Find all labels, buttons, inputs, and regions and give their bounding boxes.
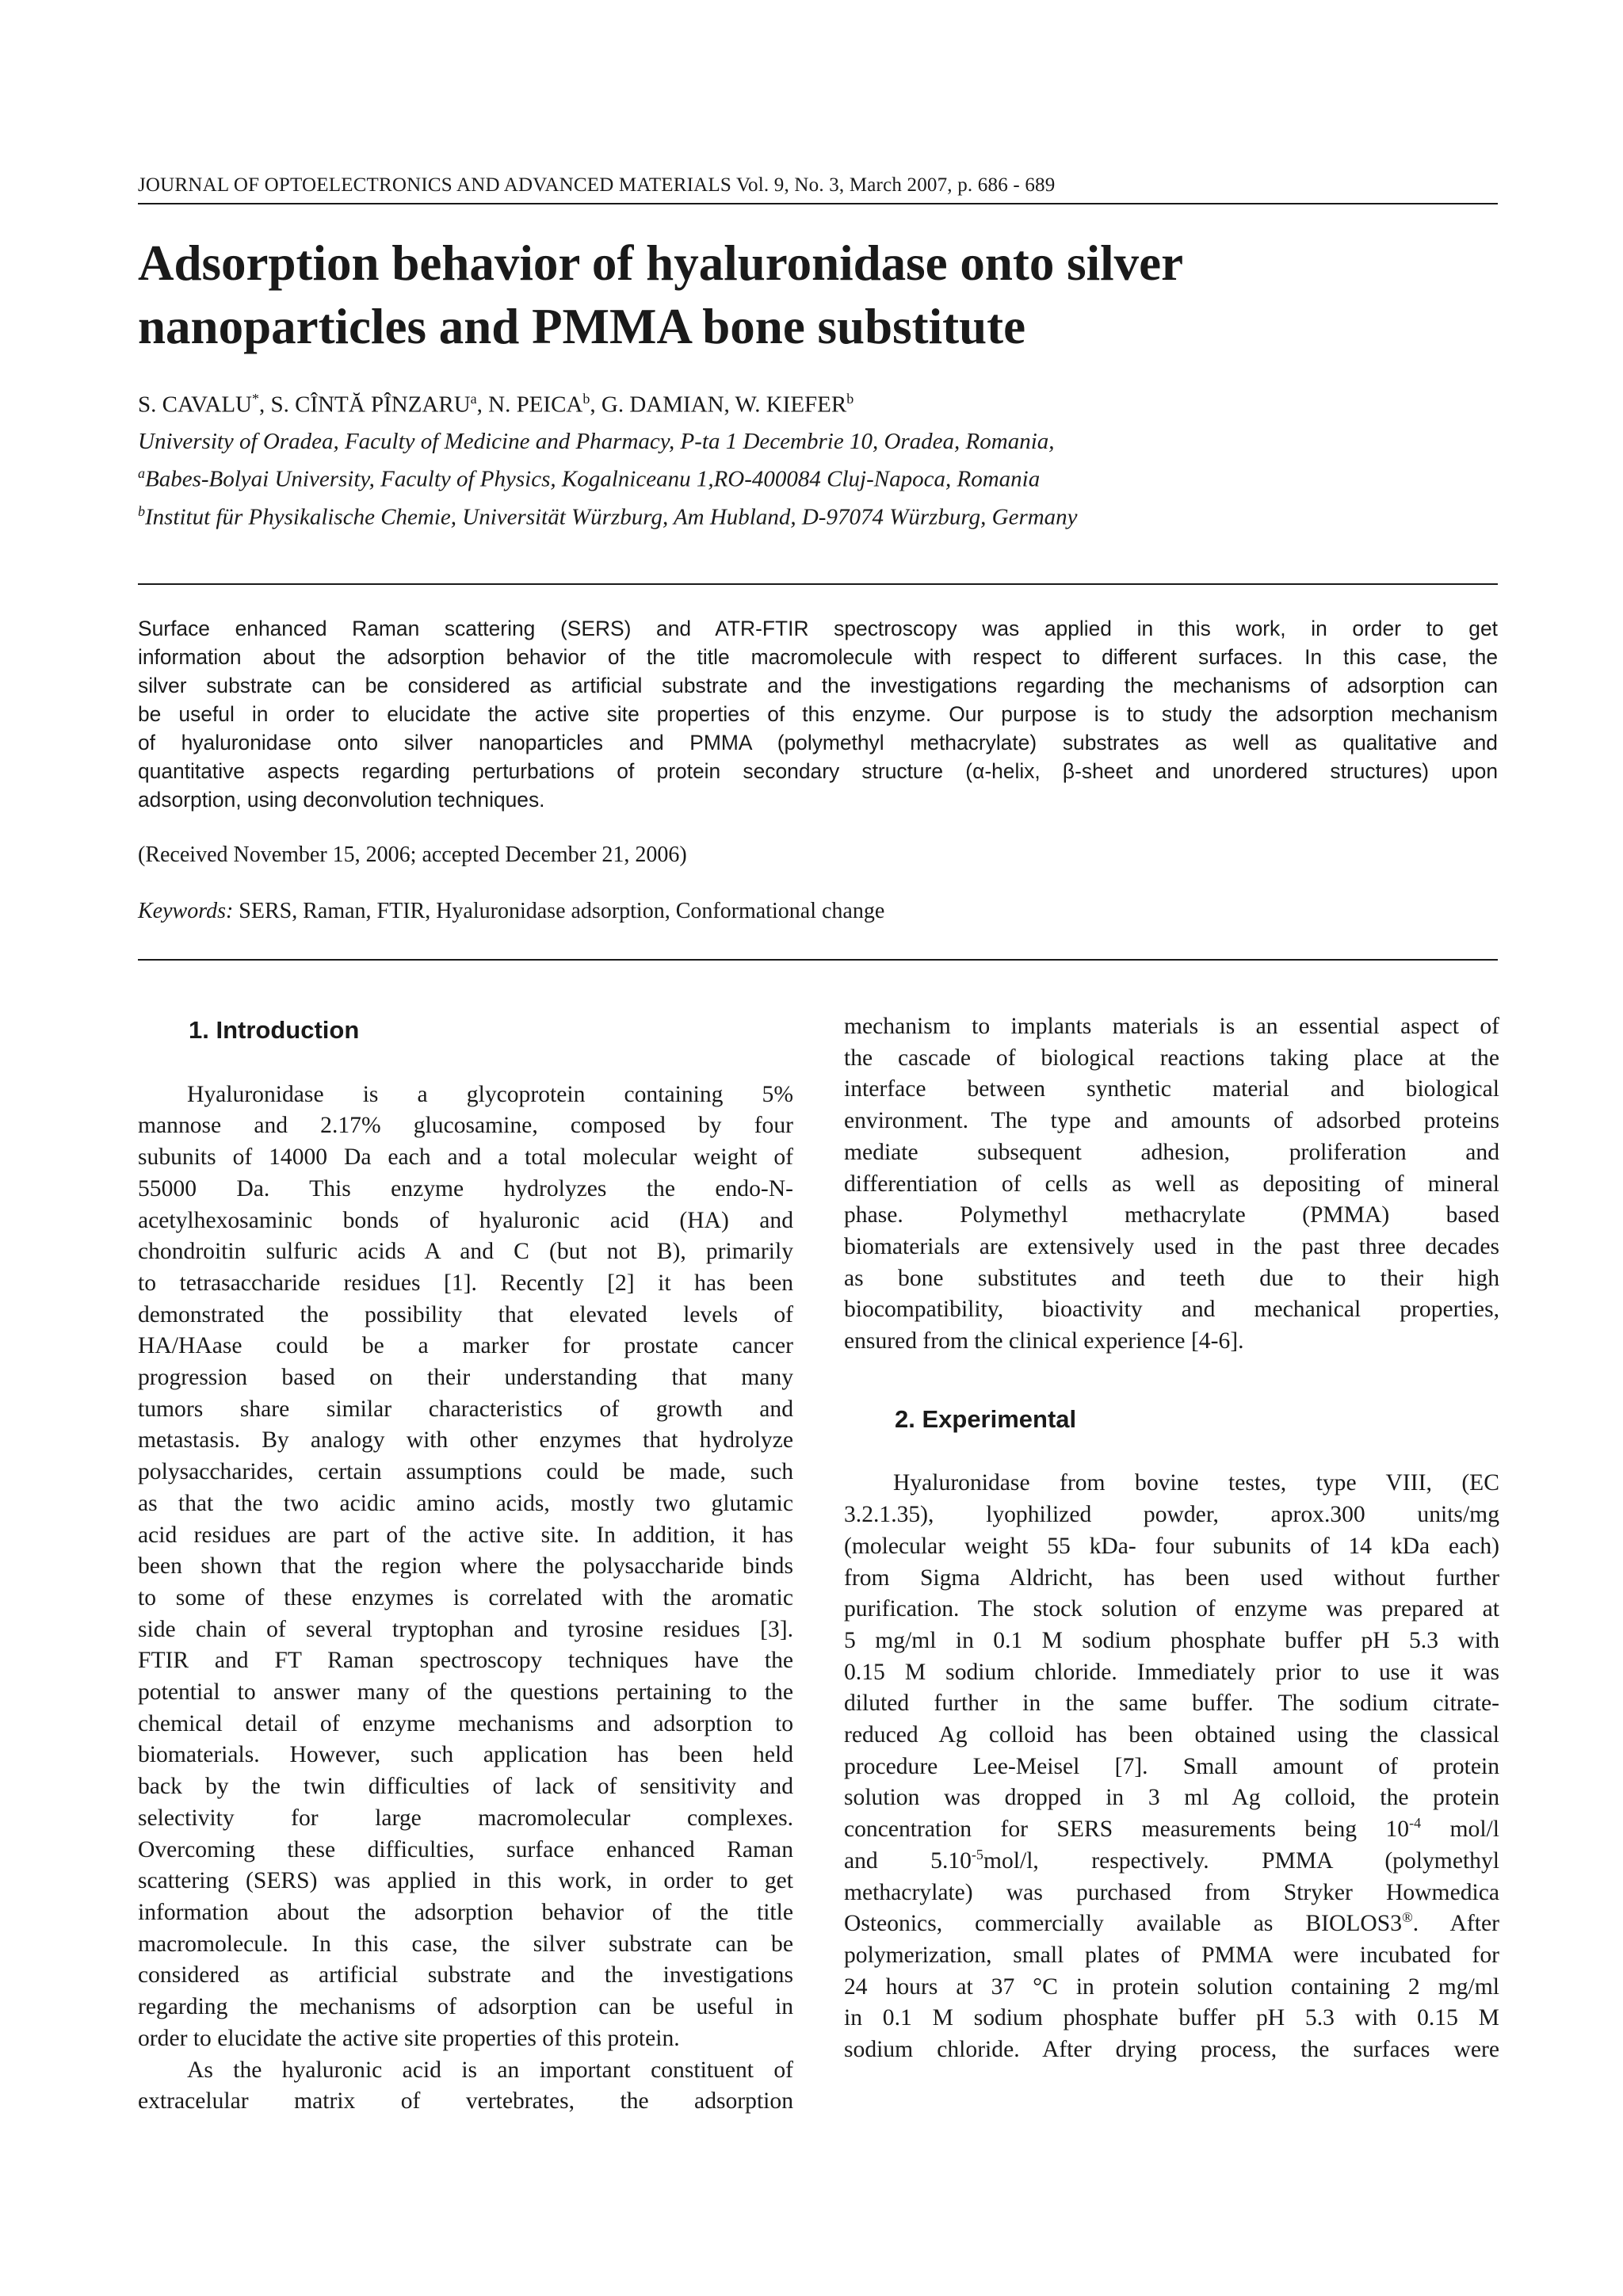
body-line: order to elucidate the active site properties of this protein. (138, 2025, 680, 2051)
author-affil-mark: * (251, 391, 259, 407)
abstract-line: of hyaluronidase onto silver nanoparticles and PMMA (polymethyl methacrylate) substrates as well as qualitative and (138, 731, 1498, 755)
body-line: biomaterials are extensively used in the past three decades (844, 1233, 1499, 1259)
abstract-bottom-rule (138, 959, 1498, 961)
body-line: Hyaluronidase is a glycoprotein containing 5% (187, 1081, 793, 1107)
body-line: been shown that the region where the polysaccharide binds (138, 1553, 793, 1580)
abstract-line: be useful in order to elucidate the active site properties of this enzyme. Our purpose is to study the adsorption mechanism (138, 702, 1498, 726)
body-line: potential to answer many of the questions pertaining to the (138, 1679, 793, 1706)
line-text: . After (1412, 1911, 1499, 1937)
body-line: considered as artificial substrate and the investigations (138, 1962, 793, 1988)
abstract-line: silver substrate can be considered as artificial substrate and the investigations regarding the mechanisms of adsorption can (138, 674, 1498, 697)
body-line: solution was dropped in 3 ml Ag colloid, the protein (844, 1785, 1499, 1811)
body-line: progression based on their understanding that many (138, 1365, 793, 1391)
body-line: 0.15 M sodium chloride. Immediately prior to use it was (844, 1659, 1499, 1685)
body-line: tumors share similar characteristics of growth and (138, 1396, 793, 1422)
body-line: polysaccharides, certain assumptions could be made, such (138, 1459, 793, 1485)
body-line: subunits of 14000 Da each and a total molecular weight of (138, 1144, 793, 1171)
body-line: chemical detail of enzyme mechanisms and adsorption to (138, 1710, 793, 1736)
abstract-line: quantitative aspects regarding perturbations of protein secondary structure (α-helix, β-sheet and unordered structures) upon (138, 759, 1498, 783)
body-line: from Sigma Aldricht, has been used without further (844, 1564, 1499, 1591)
author-affil-mark: b (582, 391, 590, 407)
body-line: 5 mg/ml in 0.1 M sodium phosphate buffer pH 5.3 with (844, 1627, 1499, 1653)
body-line: to tetrasaccharide residues [1]. Recently [2] it has been (138, 1270, 793, 1296)
body-line: 55000 Da. This enzyme hydrolyzes the endo-N- (138, 1175, 793, 1201)
body-line: the cascade of biological reactions taking place at the (844, 1045, 1499, 1071)
line-text: Osteonics, commercially available as BIOLOS3 (844, 1911, 1403, 1937)
body-line: mechanism to implants materials is an essential aspect of (844, 1014, 1499, 1039)
affiliation-line (138, 495, 1078, 533)
journal-header: JOURNAL OF OPTOELECTRONICS AND ADVANCED MATERIALS Vol. 9, No. 3, March 2007, p. 686 - 689 (138, 174, 1056, 196)
body-line (844, 1908, 1499, 1940)
body-line: acid residues are part of the active site. In addition, it has (138, 1522, 793, 1548)
exponent: -5 (971, 1847, 983, 1863)
author-name: , S. CÎNTĂ PÎNZARU (258, 392, 471, 418)
body-line: Hyaluronidase from bovine testes, type VIII, (EC (893, 1470, 1499, 1496)
body-line: side chain of several tryptophan and tyrosine residues [3]. (138, 1616, 793, 1642)
body-line: back by the twin difficulties of lack of sensitivity and (138, 1774, 793, 1800)
affil-mark: a (138, 465, 145, 481)
body-line: biocompatibility, bioactivity and mechanical properties, (844, 1297, 1499, 1323)
left-column (138, 1014, 793, 2118)
body-line: extracelular matrix of vertebrates, the adsorption (138, 2088, 793, 2115)
right-column (844, 1011, 1499, 2066)
author-list (138, 391, 854, 418)
keywords (138, 899, 884, 924)
keywords-text: SERS, Raman, FTIR, Hyaluronidase adsorption, Conformational change (233, 899, 885, 923)
body-line: interface between synthetic material and biological (844, 1076, 1499, 1102)
author-affil-mark: a (470, 391, 477, 407)
keywords-label: Keywords: (138, 899, 234, 923)
section-heading-introduction: 1. Introduction (189, 1016, 360, 1044)
body-line: differentiation of cells as well as depositing of mineral (844, 1171, 1499, 1197)
section-heading-experimental: 2. Experimental (895, 1404, 1077, 1433)
abstract-line: adsorption, using deconvolution techniques. (138, 788, 545, 812)
exponent: -4 (1409, 1815, 1422, 1832)
registered-mark: ® (1402, 1909, 1413, 1926)
body-line: mannose and 2.17% glucosamine, composed by four (138, 1113, 793, 1139)
line-text: mol/l (1421, 1817, 1499, 1843)
title-line-2: nanoparticles and PMMA bone substitute (138, 299, 1026, 354)
affil-text: Babes-Bolyai University, Faculty of Physics, Kogalniceanu 1,RO-400084 Cluj-Napoca, Romania (145, 466, 1041, 492)
body-line: procedure Lee-Meisel [7]. Small amount of protein (844, 1753, 1499, 1779)
author-name: , N. PEICA (476, 392, 583, 418)
body-line: 24 hours at 37 °C in protein solution containing 2 mg/ml (844, 1973, 1499, 2000)
body-line: diluted further in the same buffer. The sodium citrate- (844, 1690, 1499, 1717)
body-line: (molecular weight 55 kDa- four subunits of 14 kDa each) (844, 1533, 1499, 1559)
body-line: regarding the mechanisms of adsorption can be useful in (138, 1994, 793, 2020)
affil-text: Institut für Physikalische Chemie, Universität Würzburg, Am Hubland, D-97074 Würzburg, Germany (145, 504, 1078, 530)
body-line: chondroitin sulfuric acids A and C (but not B), primarily (138, 1239, 793, 1265)
body-line: FTIR and FT Raman spectroscopy techniques have the (138, 1648, 793, 1674)
body-line: selectivity for large macromolecular complexes. (138, 1805, 793, 1831)
body-line (844, 1846, 1499, 1878)
body-line: mediate subsequent adhesion, proliferation and (844, 1139, 1499, 1165)
body-line: as that the two acidic amino acids, mostly two glutamic (138, 1490, 793, 1516)
abstract-line: information about the adsorption behavior of the title macromolecule with respect to different surfaces. In this case, the (138, 645, 1498, 669)
body-line (844, 1814, 1499, 1846)
line-text: concentration for SERS measurements being 10 (844, 1817, 1410, 1843)
body-line: phase. Polymethyl methacrylate (PMMA) based (844, 1202, 1499, 1228)
received-dates: (Received November 15, 2006; accepted December 21, 2006) (138, 842, 687, 867)
affiliation-line (138, 457, 1078, 495)
author-name: , G. DAMIAN, W. KIEFER (590, 392, 847, 418)
body-line: metastasis. By analogy with other enzymes that hydrolyze (138, 1427, 793, 1454)
line-text: mol/l, respectively. PMMA (polymethyl (983, 1847, 1499, 1874)
body-line: in 0.1 M sodium phosphate buffer pH 5.3 with 0.15 M (844, 2005, 1499, 2031)
body-line: polymerization, small plates of PMMA were incubated for (844, 1942, 1499, 1968)
body-line: environment. The type and amounts of adsorbed proteins (844, 1108, 1499, 1134)
body-line: demonstrated the possibility that elevated levels of (138, 1301, 793, 1328)
body-line: acetylhexosaminic bonds of hyaluronic acid (HA) and (138, 1207, 793, 1233)
body-line: ensured from the clinical experience [4-6]. (844, 1328, 1244, 1354)
affiliation-line: University of Oradea, Faculty of Medicine and Pharmacy, P-ta 1 Decembrie 10, Oradea, Romania, (138, 429, 1055, 454)
body-line: as bone substitutes and teeth due to their high (844, 1265, 1499, 1291)
body-line: biomaterials. However, such application has been held (138, 1742, 793, 1768)
body-line: Overcoming these difficulties, surface enhanced Raman (138, 1836, 793, 1862)
body-line: scattering (SERS) was applied in this work, in order to get (138, 1868, 793, 1894)
body-line: 3.2.1.35), lyophilized powder, aprox.300 units/mg (844, 1502, 1499, 1528)
title-line-1: Adsorption behavior of hyaluronidase onto silver (138, 235, 1184, 291)
author-name: S. CAVALU (138, 392, 252, 418)
paper-title (138, 231, 1498, 358)
affil-mark: b (138, 502, 145, 519)
abstract-line: Surface enhanced Raman scattering (SERS) and ATR-FTIR spectroscopy was applied in this work, in order to get (138, 617, 1498, 640)
line-text: and 5.10 (844, 1847, 972, 1874)
body-line: sodium chloride. After drying process, the surfaces were (844, 2037, 1499, 2063)
body-line: As the hyaluronic acid is an important constituent of (187, 2057, 793, 2083)
body-line: purification. The stock solution of enzyme was prepared at (844, 1596, 1499, 1622)
body-line: methacrylate) was purchased from Stryker Howmedica (844, 1879, 1499, 1905)
body-line: HA/HAase could be a marker for prostate cancer (138, 1333, 793, 1359)
body-line: information about the adsorption behavior of the title (138, 1899, 793, 1925)
body-line: reduced Ag colloid has been obtained using the classical (844, 1722, 1499, 1748)
header-rule (138, 203, 1498, 204)
body-line: to some of these enzymes is correlated with the aromatic (138, 1584, 793, 1610)
body-line: macromolecule. In this case, the silver substrate can be (138, 1931, 793, 1957)
affiliations (138, 426, 1078, 533)
abstract-top-rule (138, 583, 1498, 585)
abstract (138, 614, 1498, 814)
author-affil-mark: b (846, 391, 854, 407)
